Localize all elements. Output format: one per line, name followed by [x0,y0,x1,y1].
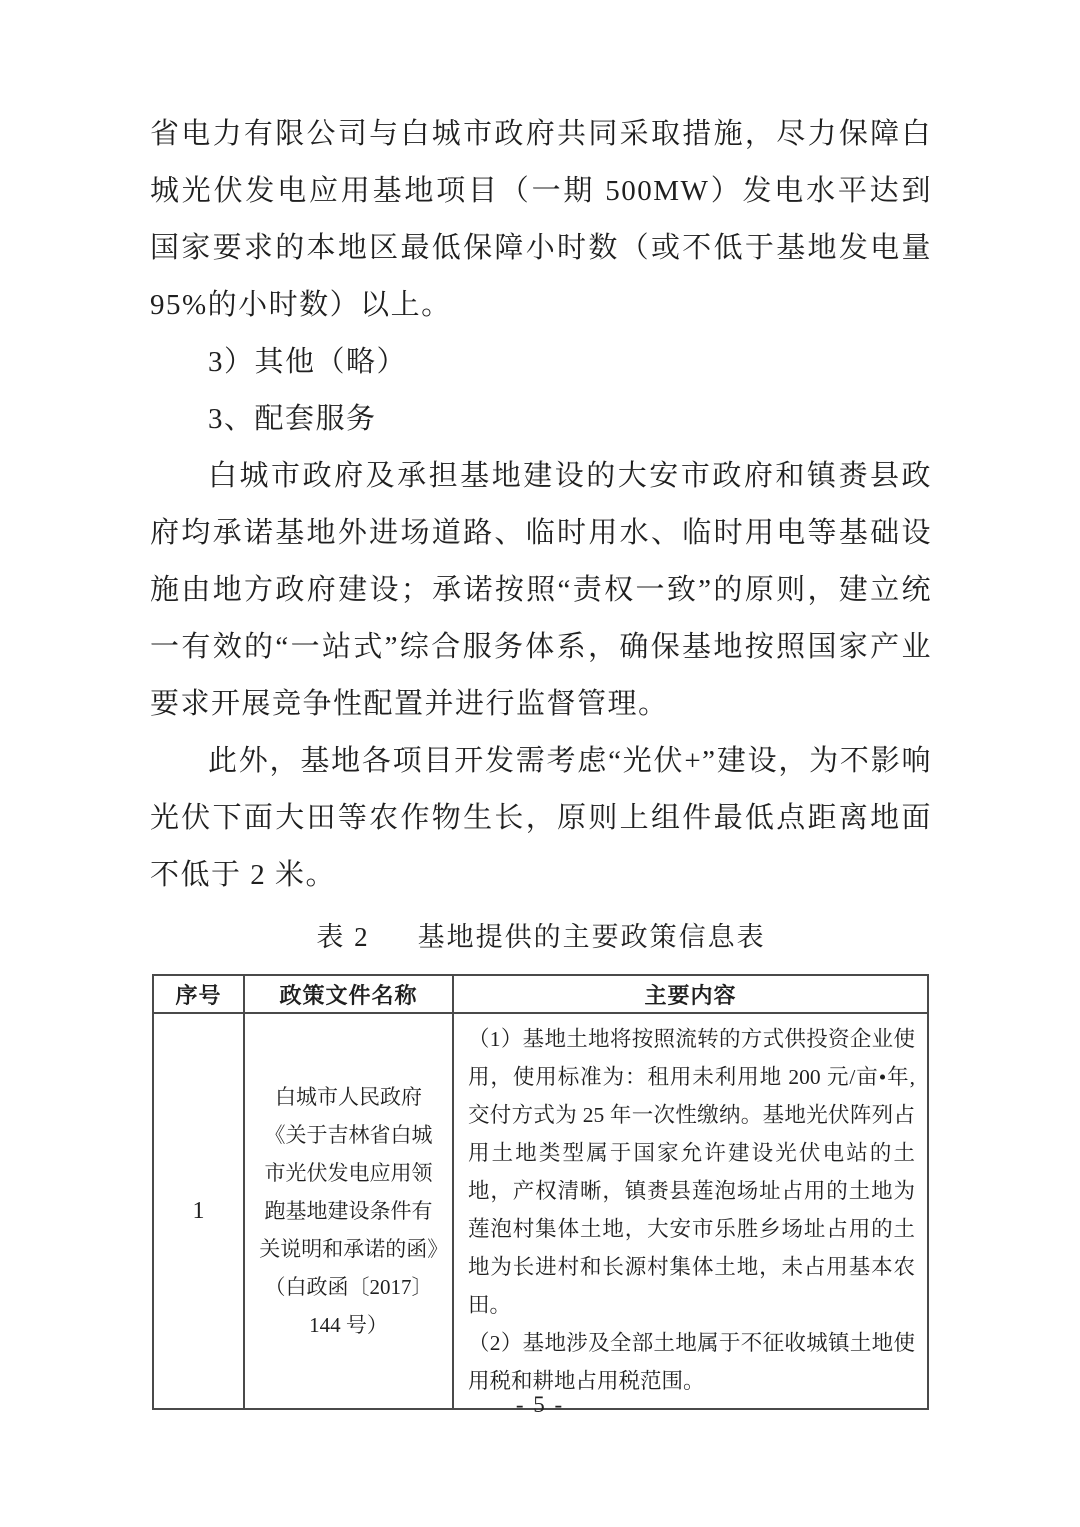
content-paragraph-2: （2）基地涉及全部土地属于不征收城镇土地使用税和耕地占用税范围。 [468,1331,915,1393]
paragraph-government-commitments: 白城市政府及承担基地建设的大安市政府和镇赉县政府均承诺基地外进场道路、临时用水、临时用电等基础设施由地方政府建设；承诺按照“责权一致”的原则，建立统一有效的“一站式”综合服务体系，确保基地按照国家产业要求开展竞争性配置并进行监督管理。 [150,460,932,720]
table-caption-label: 表 2 [316,922,370,952]
cell-policy-name: 白城市人民政府《关于吉林省白城市光伏发电应用领跑基地建设条件有关说明和承诺的函》（白政函〔2017〕144 号） [244,1013,453,1409]
cell-index: 1 [153,1013,244,1409]
table-caption [150,916,932,958]
document-body [150,106,932,1410]
header-index: 序号 [153,975,244,1013]
policy-info-table [152,974,929,1410]
paragraph-pv-plus: 此外，基地各项目开发需考虑“光伏+”建设，为不影响光伏下面大田等农作物生长，原则上组件最低点距离地面不低于 2 米。 [150,745,932,891]
header-policy-name: 政策文件名称 [244,975,453,1013]
section-heading-supporting-services: 3、配套服务 [208,403,377,435]
header-main-content: 主要内容 [453,975,928,1013]
paragraph-continuation: 省电力有限公司与白城市政府共同采取措施，尽力保障白城光伏发电应用基地项目（一期 500MW）发电水平达到国家要求的本地区最低保障小时数（或不低于基地发电量 95%的小时数）以上。 [150,118,932,321]
cell-main-content [453,1013,928,1409]
table-row [153,1013,928,1409]
list-item-other: 3）其他（略） [208,346,408,378]
content-paragraph-1: （1）基地土地将按照流转的方式供投资企业使用，使用标准为：租用未利用地 200 元/亩•年,交付方式为 25 年一次性缴纳。基地光伏阵列占用土地类型属于国家允许建设光伏电站的土地，产权清晰，镇赉县莲泡场址占用的土地为莲泡村集体土地，大安市乐胜乡场址占用的土地为长进村和长源村集体土地，未占用基本农田。 [468,1027,915,1317]
table-header-row [153,975,928,1013]
table-caption-title: 基地提供的主要政策信息表 [417,922,766,952]
page-number: - 5 - [515,1392,565,1417]
